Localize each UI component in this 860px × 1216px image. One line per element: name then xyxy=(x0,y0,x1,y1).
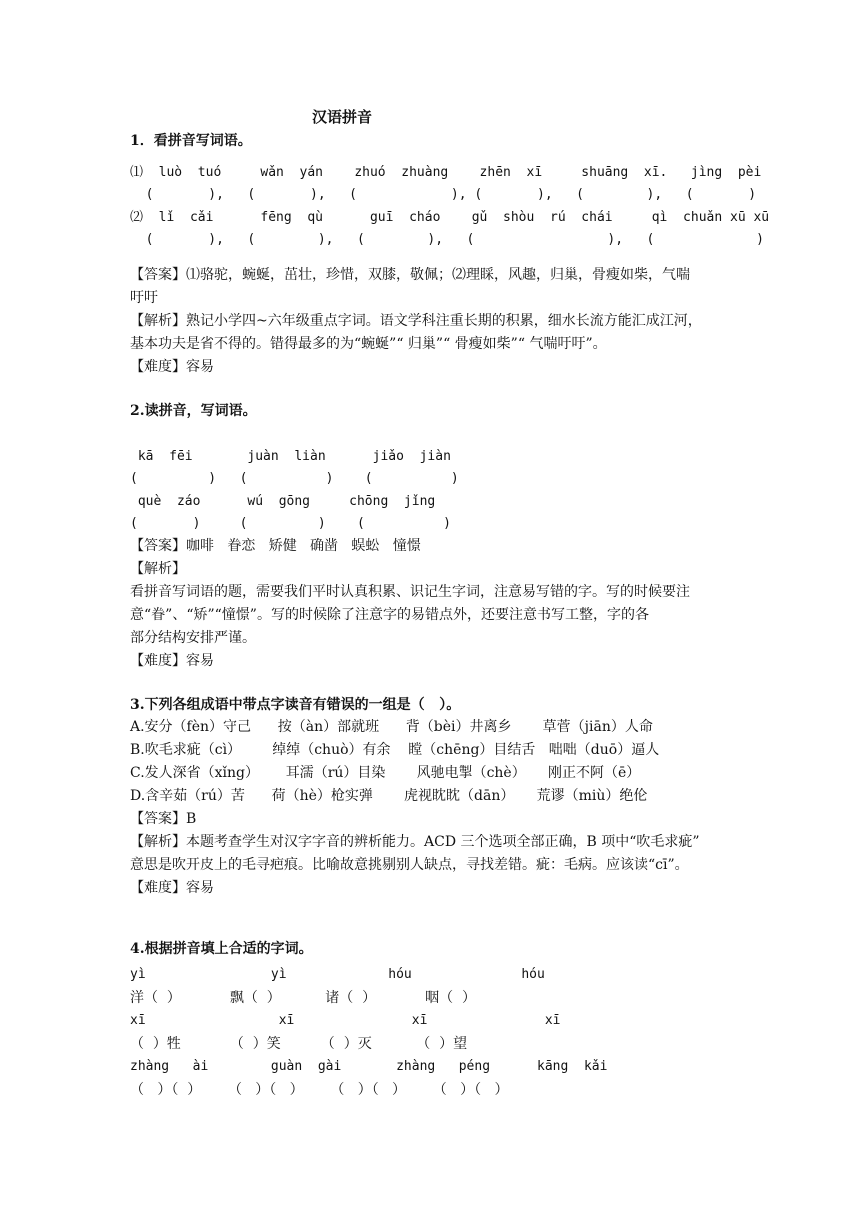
q3-option-b: B.吹毛求疵（cì） 绰绰（chuò）有余 瞠（chēng）目结舌 咄咄（duō）逼人 xyxy=(130,742,660,758)
q2-answer: 【答案】咖啡 眷恋 矫健 确凿 蜈蚣 憧憬 xyxy=(130,538,421,554)
q4-words-line1: 洋（ ） 飘（ ） 诸（ ） 咽（ ） xyxy=(130,990,477,1006)
q1-answer-line1: 【答案】⑴骆驼，蜿蜒，茁壮，珍惜，双膝，敬佩；⑵理睬，风趣，归巢，骨瘦如柴，气喘 xyxy=(130,267,690,283)
q1-difficulty: 【难度】容易 xyxy=(130,359,214,375)
q1-analysis-line1: 【解析】熟记小学四~六年级重点字词。语文学科注重长期的积累，细水长流方能汇成江河， xyxy=(130,313,702,329)
q2-heading: 2.读拼音，写词语。 xyxy=(130,403,257,419)
q1-row2-pinyin: ⑵ lǐ cǎi fēng qù guī cháo gǔ shòu rú chái qì chuǎn xū xū xyxy=(130,210,770,225)
q4-pinyin-line1: yì yì hóu hóu xyxy=(130,967,545,982)
q2-pinyin-line1: kā fēi juàn liàn jiǎo jiàn xyxy=(130,449,451,464)
q4-pinyin-line2: xī xī xī xī xyxy=(130,1013,561,1028)
q3-option-d: D.含辛茹（rú）苦 荷（hè）枪实弹 虎视眈眈（dān） 荒谬（miù）绝伦 xyxy=(130,788,648,804)
q3-answer: 【答案】B xyxy=(130,811,197,827)
q1-row1-pinyin: ⑴ luò tuó wǎn yán zhuó zhuàng zhēn xī shuāng xī. jìng pèi xyxy=(130,165,762,180)
q1-row1-blanks: ( ), ( ), ( ), ( ), ( ), ( ) xyxy=(130,187,757,202)
q2-blanks-line2: ( ) ( ) ( ) xyxy=(130,516,451,531)
q2-analysis-line2: 意“眷”、“矫”“憧憬”。写的时候除了注意字的易错点外，还要注意书写工整，字的各 xyxy=(130,607,649,623)
q4-words-line3: （ ）（ ） （ ）（ ） （ ）（ ） （ ）（ ） xyxy=(130,1082,509,1098)
q4-heading: 4.根据拼音填上合适的字词。 xyxy=(130,941,313,957)
q2-analysis-label: 【解析】 xyxy=(130,561,186,577)
page-title: 汉语拼音 xyxy=(312,108,373,126)
q3-analysis-line1: 【解析】本题考查学生对汉字字音的辨析能力。ACD 三个选项全部正确，B 项中“吹毛求疵” xyxy=(130,834,700,850)
q3-option-a: A.安分（fèn）守己 按（àn）部就班 背（bèi）井离乡 草菅（jiān）人命 xyxy=(130,719,653,735)
q3-heading: 3.下列各组成语中带点字读音有错误的一组是（ ）。 xyxy=(130,697,461,713)
q1-answer-line2: 吁吁 xyxy=(130,290,158,306)
q2-pinyin-line2: què záo wú gōng chōng jǐng xyxy=(130,494,436,509)
q1-analysis-line2: 基本功夫是省不得的。错得最多的为“蜿蜒”“ 归巢”“ 骨瘦如柴”“ 气喘吁吁”。 xyxy=(130,336,607,352)
q3-difficulty: 【难度】容易 xyxy=(130,880,214,896)
q4-words-line2: （ ）牲 （ ）笑 （ ）灭 （ ）望 xyxy=(130,1036,468,1052)
q3-analysis-line2: 意思是吹开皮上的毛寻疤痕。比喻故意挑剔别人缺点，寻找差错。疵：毛病。应该读“cī”。 xyxy=(130,857,689,873)
q1-row2-blanks: ( ), ( ), ( ), ( ), ( ) xyxy=(130,232,764,247)
q2-analysis-line1: 看拼音写词语的题，需要我们平时认真积累、识记生字词，注意易写错的字。写的时候要注 xyxy=(130,584,690,600)
q2-blanks-line1: ( ) ( ) ( ) xyxy=(130,471,459,486)
q2-difficulty: 【难度】容易 xyxy=(130,653,214,669)
q4-pinyin-line3: zhàng ài guàn gài zhàng péng kāng kǎi xyxy=(130,1059,608,1074)
q1-heading: 1．看拼音写词语。 xyxy=(130,133,252,149)
q2-analysis-line3: 部分结构安排严谨。 xyxy=(130,630,256,646)
q3-option-c: C.发人深省（xǐng） 耳濡（rú）目染 风驰电掣（chè） 刚正不阿（ē） xyxy=(130,765,641,781)
